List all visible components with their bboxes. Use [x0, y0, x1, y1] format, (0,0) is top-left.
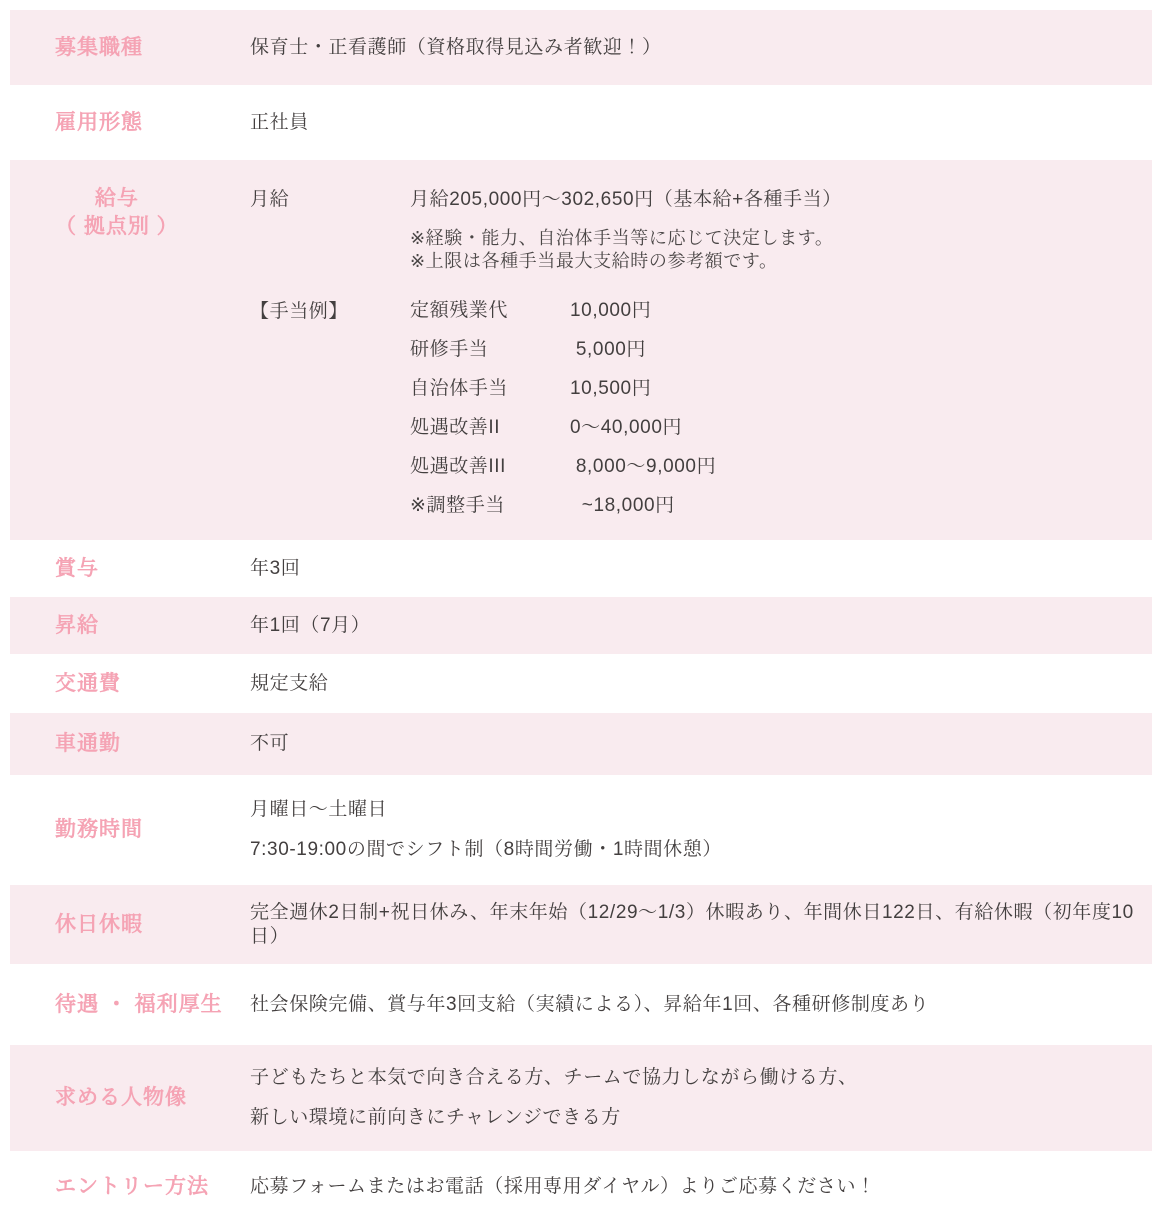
row-salary: [10, 160, 1152, 540]
row-label-recruit-position: 募集職種: [55, 35, 143, 59]
row-value-entry-method: 応募フォームまたはお電話（採用専用ダイヤル）よりご応募ください！: [250, 1176, 876, 1197]
ideal-candidate-line1: 子どもたちと本気で向き合える方、チームで協力しながら働ける方、: [250, 1067, 858, 1088]
row-value-commute-fee: 規定支給: [250, 672, 329, 694]
salary-content: [250, 160, 1152, 534]
row-label-raise: 昇給: [55, 613, 99, 637]
row-value-holidays: 完全週休2日制+祝日休み、年末年始（12/29～1/3）休暇あり、年間休日122日、有給休暇（初年度10日）: [250, 901, 1134, 947]
salary-monthly-line: [250, 188, 1152, 273]
salary-label-line1: 給与: [94, 187, 139, 210]
row-value-benefits: 社会保険完備、賞与年3回支給（実績による）、昇給年1回、各種研修制度あり: [250, 993, 930, 1015]
row-entry-method: [10, 1151, 1152, 1223]
allowance-name: ※調整手当: [410, 495, 505, 516]
salary-amount-block: [410, 188, 842, 273]
allowance-name: 定額残業代: [410, 300, 509, 321]
row-value-bonus: 年3回: [250, 557, 301, 579]
row-label-commute-fee: 交通費: [55, 671, 121, 695]
row-label-bonus: 賞与: [55, 556, 99, 580]
row-label-car-commute: 車通勤: [55, 732, 121, 755]
row-label-benefits: 待遇 ・ 福利厚生: [55, 992, 223, 1016]
row-ideal-candidate: [10, 1045, 1152, 1151]
row-employment-type: [10, 85, 1152, 160]
row-raise: [10, 597, 1152, 654]
row-value-working-hours: [250, 790, 1152, 870]
working-hours-line1: 月曜日～土曜日: [250, 799, 388, 820]
allowance-table: [410, 300, 1152, 534]
allowance-row: [410, 456, 1152, 477]
allowance-row: [410, 495, 1152, 516]
row-value-recruit-position: 保育士・正看護師（資格取得見込み者歓迎！）: [250, 36, 662, 58]
allowance-name: 自治体手当: [410, 378, 509, 399]
salary-type-label: 月給: [250, 189, 290, 210]
ideal-candidate-line2: 新しい環境に前向きにチャレンジできる方: [250, 1107, 621, 1128]
allowance-amount: 10,500円: [570, 378, 652, 399]
allowance-row: [410, 417, 1152, 438]
allowance-header: 【手当例】: [250, 301, 349, 322]
row-label-holidays: 休日休暇: [55, 912, 143, 936]
allowance-amount: 10,000円: [570, 300, 652, 321]
row-label-ideal-candidate: 求める人物像: [55, 1086, 187, 1109]
allowance-amount: 5,000円: [570, 339, 647, 360]
salary-notes: [410, 227, 842, 273]
row-car-commute: [10, 713, 1152, 775]
row-commute-fee: [10, 654, 1152, 713]
working-hours-line2: 7:30-19:00の間でシフト制（8時間労働・1時間休憩）: [250, 839, 722, 860]
row-holidays: [10, 885, 1152, 964]
salary-amount: 月給205,000円～302,650円（基本給+各種手当）: [410, 189, 842, 210]
allowance-amount: 0～40,000円: [570, 417, 683, 438]
allowance-name: 処遇改善III: [410, 456, 507, 477]
salary-label-line2: （ 拠点別 ）: [55, 215, 179, 238]
row-label-working-hours: 勤務時間: [55, 818, 143, 841]
salary-note-1: ※経験・能力、自治体手当等に応じて決定します。: [410, 228, 834, 248]
allowance-amount: ~18,000円: [570, 495, 675, 516]
row-value-ideal-candidate: [250, 1058, 1152, 1138]
row-label-entry-method: エントリー方法: [55, 1175, 209, 1198]
allowance-row: [410, 378, 1152, 399]
allowance-name: 処遇改善II: [410, 417, 501, 438]
row-value-car-commute: 不可: [250, 733, 290, 754]
row-benefits: [10, 964, 1152, 1045]
row-value-raise: 年1回（7月）: [250, 614, 371, 636]
row-bonus: [10, 540, 1152, 597]
row-label-salary: [10, 160, 250, 241]
allowance-block: [250, 300, 1152, 534]
salary-label-block: [55, 185, 179, 241]
allowance-row: [410, 339, 1152, 360]
row-value-employment-type: 正社員: [250, 111, 309, 133]
row-working-hours: [10, 775, 1152, 885]
allowance-row: [410, 300, 1152, 321]
row-label-employment-type: 雇用形態: [55, 110, 143, 134]
salary-note-2: ※上限は各種手当最大支給時の参考額です。: [410, 251, 778, 271]
allowance-amount: 8,000～9,000円: [570, 456, 717, 477]
allowance-name: 研修手当: [410, 339, 489, 360]
row-recruit-position: [10, 10, 1152, 85]
